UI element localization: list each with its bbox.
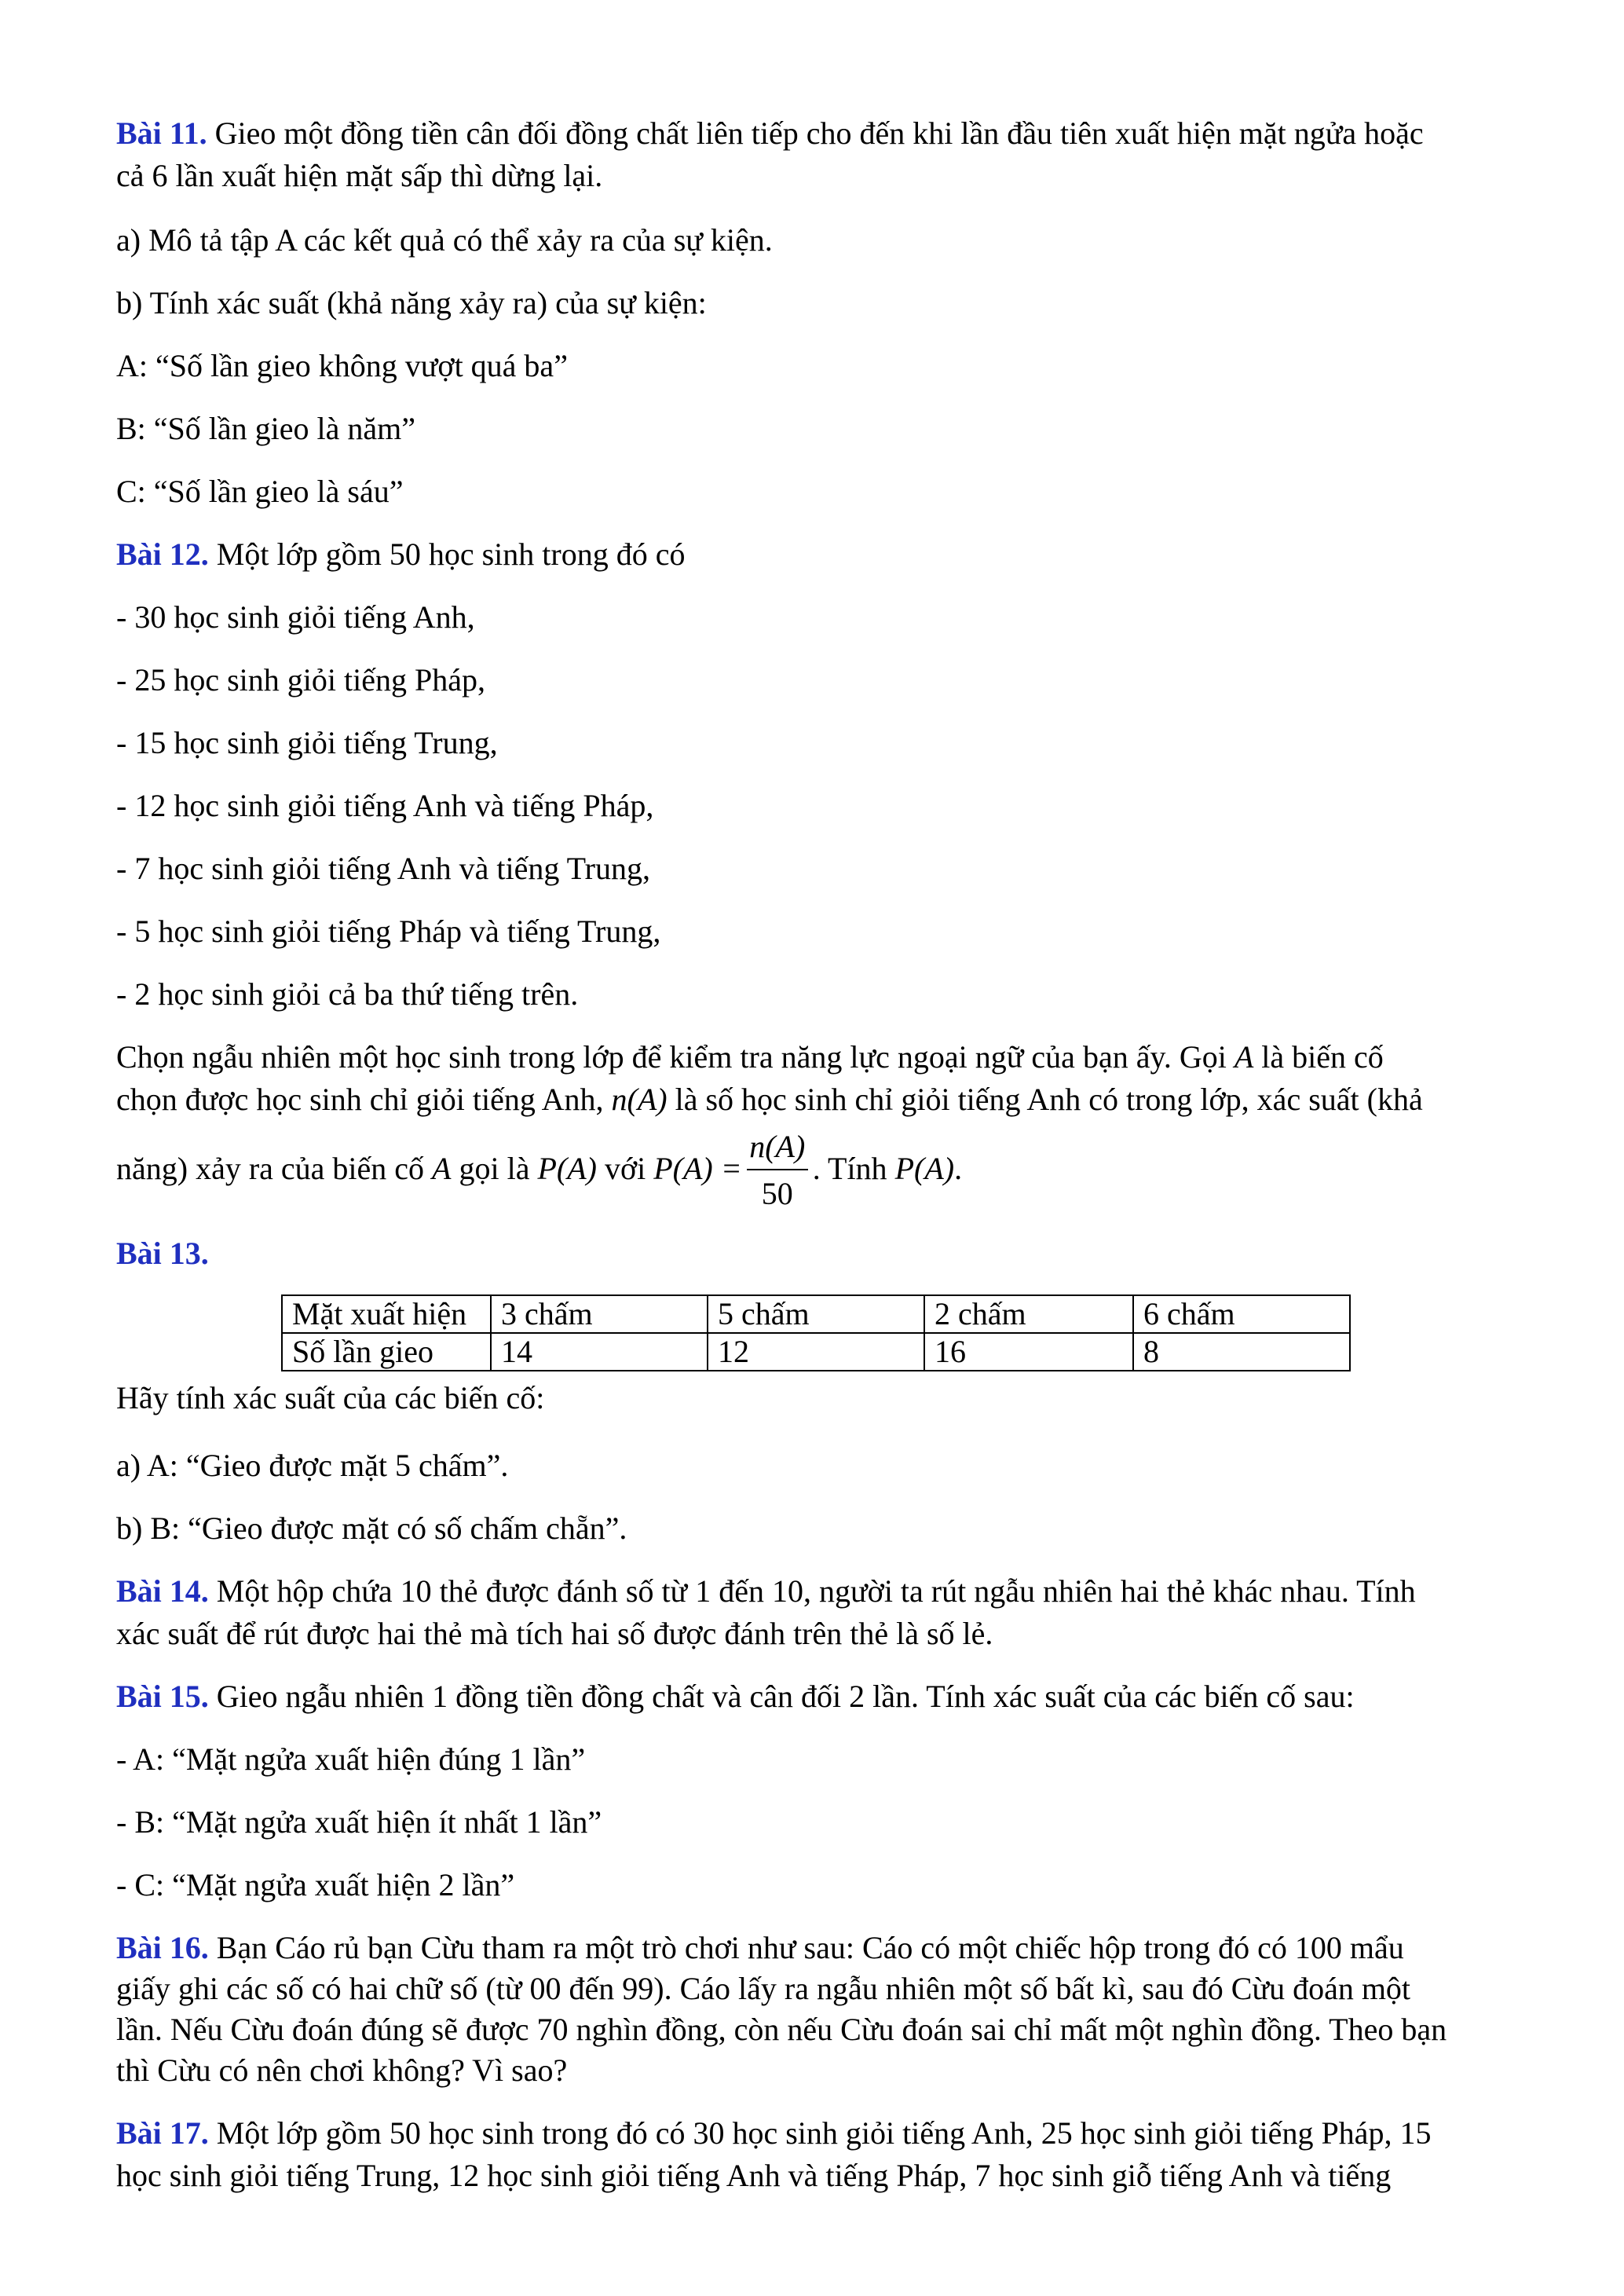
- b12-item: - 2 học sinh giỏi cả ba thứ tiếng trên.: [116, 976, 579, 1012]
- b11-line-1: Bài 11. Gieo một đồng tiền cân đối đồng chất liên tiếp cho đến khi lần đầu tiên xuất hiện mặt ngửa hoặc: [116, 115, 1424, 151]
- b11-event-c: C: “Số lần gieo là sáu”: [116, 474, 404, 509]
- b16-line-1: Bài 16. Bạn Cáo rủ bạn Cừu tham ra một trò chơi như sau: Cáo có một chiếc hộp trong đó có 100 mẩu: [116, 1930, 1404, 1965]
- b15-event-b: - B: “Mặt ngửa xuất hiện ít nhất 1 lần”: [116, 1804, 602, 1840]
- table-cell: 12: [708, 1333, 924, 1371]
- b12-para-line-1: Chọn ngẫu nhiên một học sinh trong lớp để kiểm tra năng lực ngoại ngữ của bạn ấy. Gọi A là biến cố: [116, 1039, 1384, 1075]
- b11-part-a: a) Mô tả tập A các kết quả có thể xảy ra của sự kiện.: [116, 222, 773, 258]
- b11-event-b: B: “Số lần gieo là năm”: [116, 411, 416, 446]
- b14-line-2: xác suất để rút được hai thẻ mà tích hai số được đánh trên thẻ là số lẻ.: [116, 1616, 993, 1651]
- table-cell: Mặt xuất hiện: [282, 1295, 491, 1333]
- b17-line-2: học sinh giỏi tiếng Trung, 12 học sinh giỏi tiếng Anh và tiếng Pháp, 7 học sinh giỗ tiếng Anh và tiếng: [116, 2158, 1392, 2193]
- b15-line-1: Bài 15. Gieo ngẫu nhiên 1 đồng tiền đồng chất và cân đối 2 lần. Tính xác suất của các biến cố sau:: [116, 1679, 1355, 1714]
- b13-part-b: b) B: “Gieo được mặt có số chấm chẵn”.: [116, 1511, 627, 1546]
- b13-title: Bài 13.: [116, 1236, 209, 1271]
- table-cell: 8: [1133, 1333, 1350, 1371]
- b14-title: Bài 14.: [116, 1573, 209, 1609]
- b11-title: Bài 11.: [116, 115, 207, 151]
- b12-item: - 30 học sinh giỏi tiếng Anh,: [116, 599, 475, 635]
- b11-event-a: A: “Số lần gieo không vượt quá ba”: [116, 348, 568, 383]
- b15-title: Bài 15.: [116, 1679, 209, 1714]
- table-row: [282, 1295, 1350, 1333]
- b11-part-b: b) Tính xác suất (khả năng xảy ra) của sự kiện:: [116, 285, 707, 320]
- b16-line-2: giấy ghi các số có hai chữ số (từ 00 đến 99). Cáo lấy ra ngẫu nhiên một số bất kì, sau đó Cừu đoán một: [116, 1971, 1411, 2006]
- b11-line-2: cả 6 lần xuất hiện mặt sấp thì dừng lại.: [116, 158, 603, 193]
- table-cell: Số lần gieo: [282, 1333, 491, 1371]
- table-cell: 14: [491, 1333, 708, 1371]
- b12-para-line-3: năng) xảy ra của biến cố A gọi là P(A) với P(A) = $\frac{n(A)}{50}$ . Tính P(A).: [116, 1148, 962, 1189]
- b17-title: Bài 17.: [116, 2115, 209, 2151]
- table-cell: 16: [924, 1333, 1133, 1371]
- b12-item: - 25 học sinh giỏi tiếng Pháp,: [116, 662, 485, 698]
- b13-question: Hãy tính xác suất của các biến cố:: [116, 1380, 545, 1415]
- b17-line-1: Bài 17. Một lớp gồm 50 học sinh trong đó có 30 học sinh giỏi tiếng Anh, 25 học sinh giỏi tiếng Pháp, 15: [116, 2115, 1432, 2151]
- table-cell: 6 chấm: [1133, 1295, 1350, 1333]
- b16-title: Bài 16.: [116, 1930, 209, 1965]
- table-cell: 5 chấm: [708, 1295, 924, 1333]
- fraction-denominator: 50: [761, 1176, 793, 1211]
- b12-para-line-2: chọn được học sinh chỉ giỏi tiếng Anh, n(A) là số học sinh chỉ giỏi tiếng Anh có trong lớp, xác suất (khả: [116, 1082, 1423, 1117]
- b16-line-4: thì Cừu có nên chơi không? Vì sao?: [116, 2052, 568, 2088]
- b12-title: Bài 12.: [116, 536, 209, 572]
- table-row: [282, 1333, 1350, 1371]
- b12-item: - 5 học sinh giỏi tiếng Pháp và tiếng Trung,: [116, 914, 661, 949]
- b16-line-3: lần. Nếu Cừu đoán đúng sẽ được 70 nghìn đồng, còn nếu Cừu đoán sai chỉ mất một nghìn đồng. Theo bạn: [116, 2012, 1447, 2047]
- fraction-numerator: n(A): [749, 1129, 806, 1164]
- b15-event-a: - A: “Mặt ngửa xuất hiện đúng 1 lần”: [116, 1741, 586, 1777]
- b12-item: - 15 học sinh giỏi tiếng Trung,: [116, 725, 498, 760]
- b13-table: [281, 1294, 1351, 1371]
- b12-line-1: Bài 12. Một lớp gồm 50 học sinh trong đó có: [116, 536, 686, 572]
- fraction-bar: [747, 1169, 808, 1170]
- b15-event-c: - C: “Mặt ngửa xuất hiện 2 lần”: [116, 1867, 515, 1902]
- b12-item: - 12 học sinh giỏi tiếng Anh và tiếng Pháp,: [116, 788, 654, 823]
- b12-item: - 7 học sinh giỏi tiếng Anh và tiếng Trung,: [116, 851, 650, 886]
- table-cell: 3 chấm: [491, 1295, 708, 1333]
- b13-part-a: a) A: “Gieo được mặt 5 chấm”.: [116, 1448, 509, 1483]
- fraction: [742, 1129, 813, 1211]
- b14-line-1: Bài 14. Một hộp chứa 10 thẻ được đánh số từ 1 đến 10, người ta rút ngẫu nhiên hai thẻ khác nhau. Tính: [116, 1573, 1416, 1609]
- table-cell: 2 chấm: [924, 1295, 1133, 1333]
